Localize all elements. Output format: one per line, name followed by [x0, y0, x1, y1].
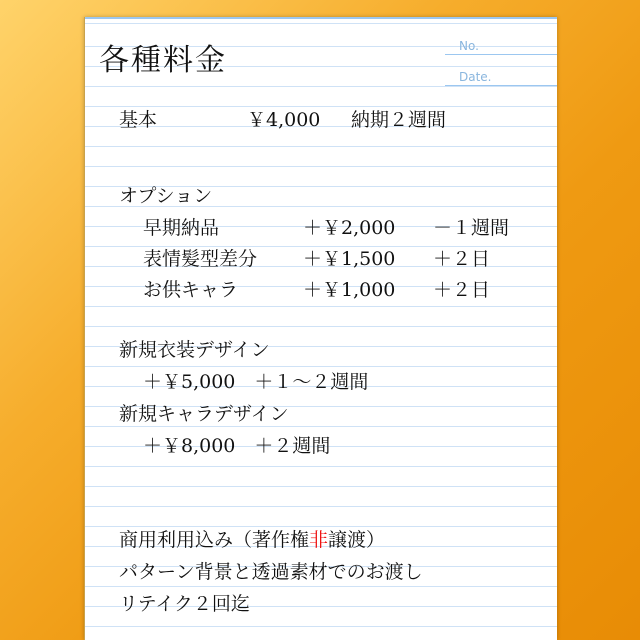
basic-label: 基本 [119, 109, 158, 131]
option-price: ＋￥2,000 [303, 217, 396, 239]
commercial-suffix: 譲渡） [328, 529, 386, 551]
commercial-use-note [119, 525, 385, 552]
non-transfer-highlight: 非 [309, 529, 329, 551]
retake-note: リテイク２回迄 [119, 593, 250, 615]
character-label: 新規キャラデザイン [119, 403, 289, 425]
page-title: 各種料金 [99, 43, 227, 78]
option-name: お供キャラ [143, 279, 239, 301]
option-price: ＋￥1,500 [303, 248, 396, 270]
basic-delivery: 納期２週間 [351, 109, 447, 131]
top-rule [85, 17, 557, 19]
price-card [84, 17, 557, 640]
option-price: ＋￥1,000 [303, 279, 396, 301]
option-name: 早期納品 [143, 217, 220, 239]
date-line [445, 85, 557, 86]
option-time: ＋２日 [433, 248, 491, 270]
option-time: ＋２日 [433, 279, 491, 301]
character-detail: ＋￥8,000 ＋２週間 [143, 435, 331, 457]
no-label: No. [459, 39, 479, 53]
option-name: 表情髪型差分 [143, 248, 258, 270]
options-heading: オプション [119, 185, 213, 207]
delivery-format-note: パターン背景と透過素材でのお渡し [119, 561, 423, 583]
costume-label: 新規衣装デザイン [119, 339, 270, 361]
option-time: －１週間 [433, 217, 510, 239]
no-line [445, 54, 557, 55]
costume-detail: ＋￥5,000 ＋１～２週間 [143, 371, 369, 393]
date-label: Date. [459, 70, 492, 84]
basic-price: ￥4,000 [247, 109, 321, 131]
commercial-prefix: 商用利用込み（著作権 [119, 529, 310, 551]
